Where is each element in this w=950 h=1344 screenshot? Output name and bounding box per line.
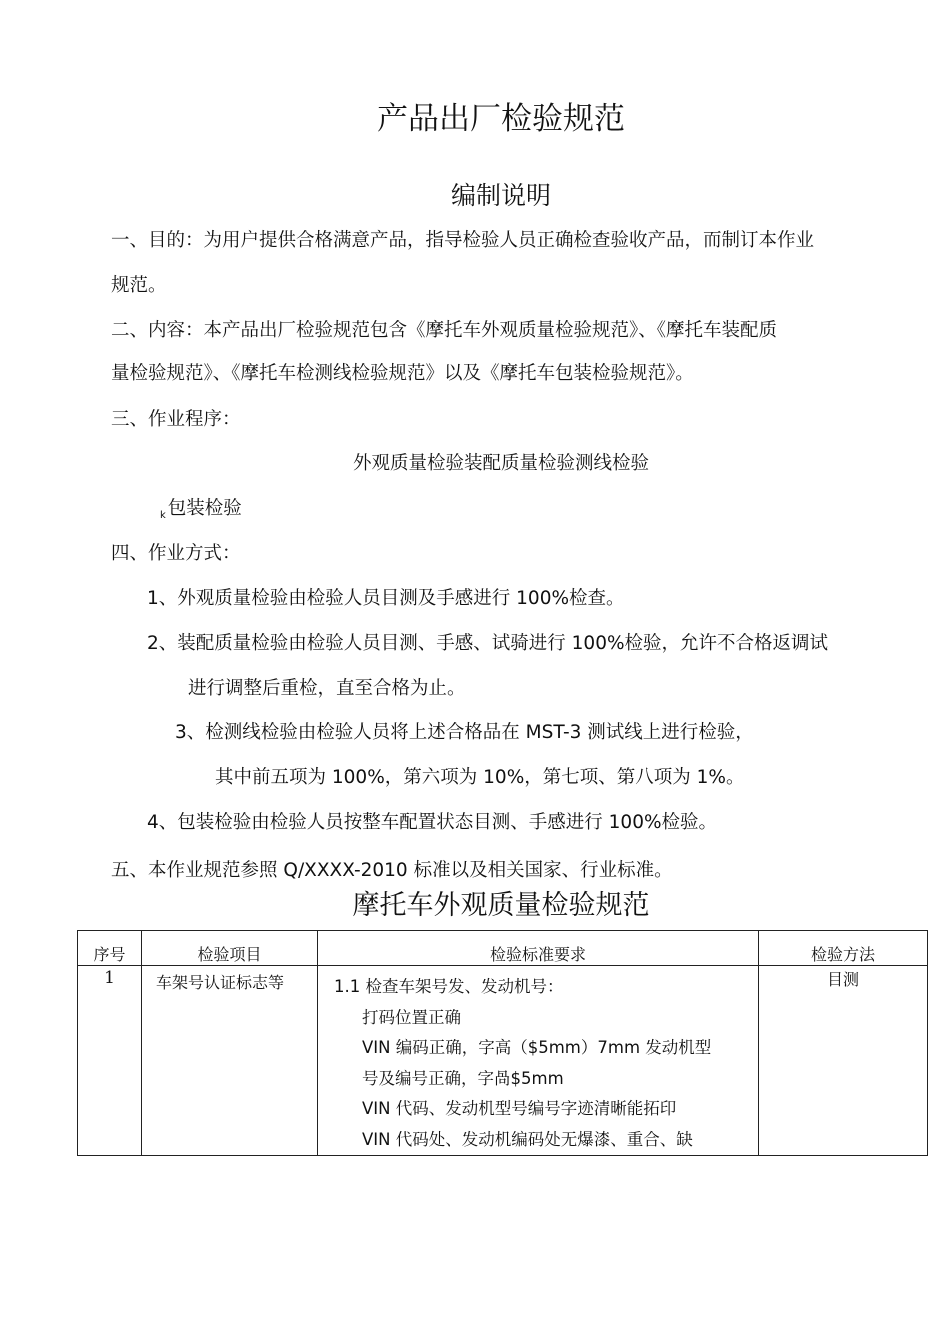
- flow-arrow-mark: k: [160, 510, 166, 521]
- row-item: 车架号认证标志等: [142, 966, 318, 1156]
- header-standard: 检验标准要求: [318, 931, 759, 966]
- row-method: 目测: [759, 966, 928, 1156]
- method-item-3-line-1: 3、检测线检验由检验人员将上述合格品在 MST-3 测试线上进行检验，: [175, 722, 754, 743]
- method-item-2-line-2: 进行调整后重检，直至合格为止。: [188, 678, 466, 699]
- header-item: 检验项目: [142, 931, 318, 966]
- standard-line: 1.1 检查车架号发、发动机号：: [334, 977, 564, 996]
- section-subtitle: 编制说明: [450, 181, 551, 210]
- procedure-heading: 三、作业程序：: [111, 409, 241, 430]
- method-item-1: 1、外观质量检验由检验人员目测及手感进行 100%检查。: [147, 588, 625, 609]
- method-item-3-line-2: 其中前五项为 100%，第六项为 10%，第七项、第八项为 1%。: [215, 767, 745, 788]
- document-title: 产品出厂检验规范: [377, 101, 625, 137]
- inspection-table: [77, 930, 928, 1156]
- procedure-flow: 外观质量检验装配质量检验测线检验: [352, 453, 649, 474]
- content-line-1: 二、内容：本产品出厂检验规范包含《摩托车外观质量检验规范》、《摩托车装配质: [111, 320, 778, 341]
- standard-line: VIN 代码处、发动机编码处无爆漆、重合、缺: [362, 1129, 693, 1149]
- content-line-2: 量检验规范》、《摩托车检测线检验规范》以及《摩托车包装检验规范》。: [111, 363, 694, 384]
- standard-line: VIN 代码、发动机型号编号字迹清晰能拓印: [362, 1099, 677, 1118]
- reference-line: 五、本作业规范参照 Q/XXXX-2010 标准以及相关国家、行业标准。: [111, 860, 673, 881]
- table-title: 摩托车外观质量检验规范: [352, 890, 650, 921]
- purpose-line-1: 一、目的：为用户提供合格满意产品，指导检验人员正确检查验收产品，而制订本作业: [111, 230, 815, 251]
- row-standard: [318, 966, 759, 1156]
- procedure-flow-2: [160, 494, 242, 521]
- table-header-row: [78, 931, 928, 966]
- row-number: 1: [78, 966, 142, 1156]
- table-row: [78, 966, 928, 1156]
- standard-line: 号及编号正确，字咼$5mm: [362, 1068, 564, 1088]
- method-heading: 四、作业方式：: [111, 543, 241, 564]
- method-item-4: 4、包装检验由检验人员按整车配置状态目测、手感进行 100%检验。: [147, 812, 718, 833]
- packaging-step: 包装检验: [167, 498, 242, 519]
- standard-line: 打码位置正确: [362, 1007, 461, 1027]
- header-method: 检验方法: [759, 931, 928, 966]
- standard-line: VIN 编码正确，字高（$5mm）7mm 发动机型: [362, 1038, 712, 1057]
- method-item-2-line-1: 2、装配质量检验由检验人员目测、手感、试骑进行 100%检验，允许不合格返调试: [147, 633, 829, 654]
- header-no: 序号: [78, 931, 142, 966]
- purpose-line-2: 规范。: [111, 275, 167, 296]
